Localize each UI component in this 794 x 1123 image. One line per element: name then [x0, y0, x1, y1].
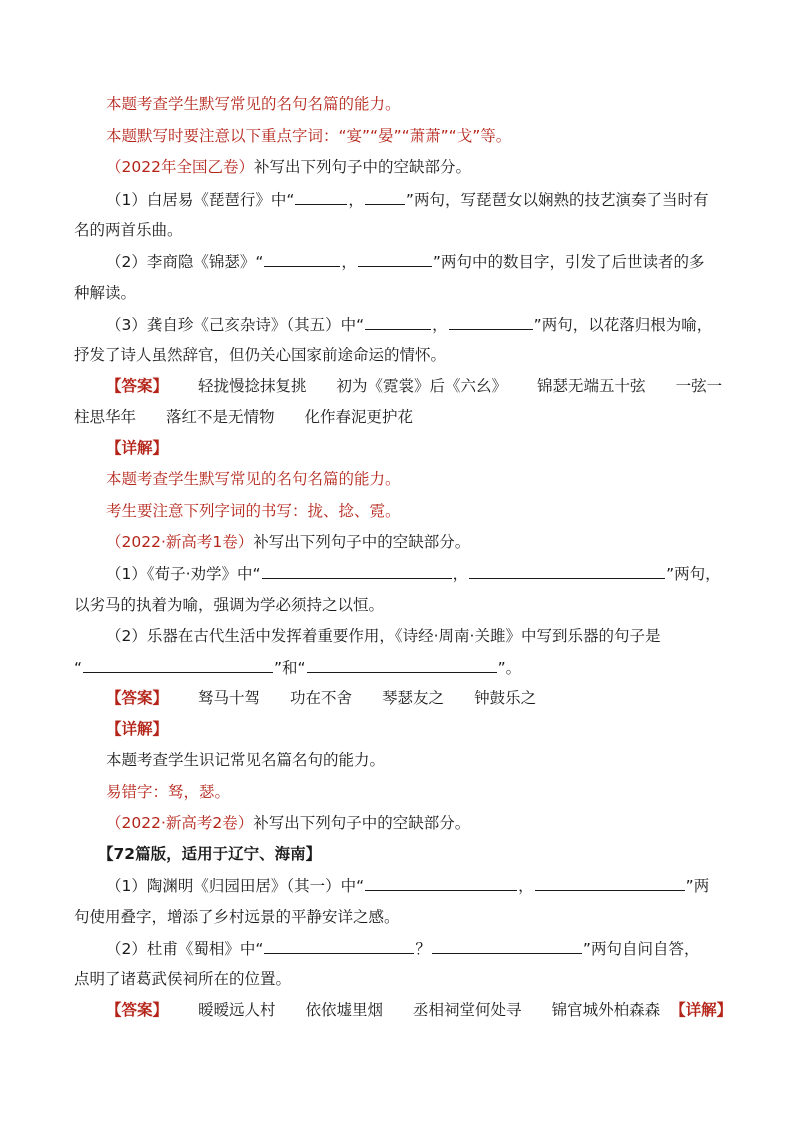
answer-item: 初为《霓裳》后《六幺》	[336, 377, 508, 395]
answer-tag: 【答案】	[106, 377, 169, 395]
item-continuation: 名的两首乐曲。	[74, 221, 183, 239]
detail-note: 考生要注意下列字词的书写：拢、捻、霓。	[106, 502, 401, 520]
answer-blank[interactable]	[469, 563, 665, 579]
item-text: （3）龚自珍《己亥杂诗》（其五）中“	[106, 316, 365, 334]
item-text: ”两	[685, 877, 710, 895]
item-text: ”两句中的数目字，引发了后世读者的多	[432, 253, 705, 271]
item-text: ”两句，写琵琶女以娴熟的技艺演奏了当时有	[405, 191, 709, 209]
answer-line	[106, 688, 536, 708]
question-item	[106, 563, 721, 584]
answer-item: 锦官城外柏森森	[551, 1001, 661, 1019]
item-continuation: 种解读。	[74, 284, 137, 302]
item-text: ，	[348, 191, 364, 209]
item-text: ？	[415, 940, 431, 958]
detail-tag: 【详解】	[106, 439, 169, 457]
answer-item: 功在不舍	[290, 689, 353, 707]
answer-item: 暧暧远人村	[198, 1001, 276, 1019]
question-header	[106, 532, 470, 552]
question-item	[106, 875, 709, 896]
detail-intro: 本题考查学生识记常见名篇名句的能力。	[106, 751, 386, 769]
answer-item: 丞相祠堂何处寻	[413, 1001, 522, 1019]
item-text: （1）陶渊明《归园田居》（其一）中“	[106, 877, 365, 895]
answer-blank[interactable]	[365, 189, 405, 205]
question-prompt: 补写出下列句子中的空缺部分。	[253, 158, 471, 176]
item-text: ”两句，以花落归根为喻，	[533, 316, 713, 334]
question-item	[106, 189, 708, 210]
item-text: ”两句，	[666, 565, 721, 583]
item-text: ”。	[497, 659, 522, 677]
detail-tag: 【详解】	[670, 1001, 733, 1019]
item-continuation: 抒发了诗人虽然辞官，但仍关心国家前途命运的情怀。	[74, 346, 447, 364]
item-text: ”和“	[274, 659, 306, 677]
answer-line	[106, 1000, 732, 1020]
item-text: ，	[518, 877, 534, 895]
question-item-blanks	[74, 657, 521, 678]
answer-item: 轻拢慢捻抹复挑	[198, 377, 307, 395]
item-text: （2）杜甫《蜀相》中“	[106, 940, 264, 958]
intro-text: 本题考查学生默写常见的名句名篇的能力。	[106, 95, 401, 113]
item-continuation: 点明了诸葛武侯祠所在的位置。	[74, 970, 292, 988]
question-item	[106, 938, 699, 959]
question-source: （2022年全国乙卷）	[106, 158, 254, 176]
answer-blank[interactable]	[535, 875, 685, 891]
answer-tag: 【答案】	[106, 1001, 169, 1019]
answer-blank[interactable]	[365, 875, 517, 891]
edition-note: 【72篇版，适用于辽宁、海南】	[98, 845, 322, 863]
note-text: 本题默写时要注意以下重点字词：“宴”“晏”“萧萧”“戈”等。	[106, 127, 512, 145]
answer-blank[interactable]	[83, 657, 273, 673]
answer-blank[interactable]	[264, 251, 340, 267]
question-header	[106, 157, 471, 177]
answer-blank[interactable]	[262, 563, 452, 579]
answer-blank[interactable]	[358, 251, 432, 267]
item-text: ，	[341, 253, 357, 271]
question-prompt: 补写出下列句子中的空缺部分。	[253, 533, 471, 551]
detail-intro: 本题考查学生默写常见的名句名篇的能力。	[106, 470, 401, 488]
answer-item: 一弦一	[675, 377, 723, 395]
question-source: （2022·新高考1卷）	[106, 533, 254, 551]
answer-blank[interactable]	[295, 189, 347, 205]
question-header	[106, 813, 470, 833]
answer-item: 柱思华年	[74, 408, 137, 426]
answer-continuation	[74, 407, 413, 427]
answer-item: 依依墟里烟	[305, 1001, 384, 1019]
item-text: （2）李商隐《锦瑟》“	[106, 253, 264, 271]
item-text: ，	[432, 316, 448, 334]
answer-item: 锦瑟无端五十弦	[537, 377, 646, 395]
question-prompt: 补写出下列句子中的空缺部分。	[253, 814, 471, 832]
answer-blank[interactable]	[307, 657, 497, 673]
detail-tag: 【详解】	[106, 720, 169, 738]
question-source: （2022·新高考2卷）	[106, 814, 254, 832]
answer-item: 驽马十驾	[198, 689, 261, 707]
answer-blank[interactable]	[264, 938, 414, 954]
answer-item: 琴瑟友之	[382, 689, 445, 707]
detail-note: 易错字：驽，瑟。	[106, 783, 231, 801]
item-text: “	[74, 659, 83, 677]
answer-item: 化作春泥更护花	[304, 408, 414, 426]
answer-item: 钟鼓乐之	[474, 689, 537, 707]
question-item	[106, 314, 712, 335]
question-item: （2）乐器在古代生活中发挥着重要作用，《诗经·周南·关雎》中写到乐器的句子是	[106, 627, 661, 645]
answer-tag: 【答案】	[106, 689, 169, 707]
answer-line	[106, 376, 722, 396]
item-text: ”两句自问自答，	[582, 940, 700, 958]
item-continuation: 句使用叠字，增添了乡村远景的平静安详之感。	[74, 908, 400, 926]
answer-blank[interactable]	[432, 938, 582, 954]
answer-blank[interactable]	[365, 314, 431, 330]
item-text: ，	[452, 565, 469, 583]
answer-item: 落红不是无情物	[166, 408, 275, 426]
item-continuation: 以劣马的执着为喻，强调为学必须持之以恒。	[74, 596, 385, 614]
item-text: （1）白居易《琵琶行》中“	[106, 191, 295, 209]
item-text: （1）《荀子·劝学》中“	[106, 565, 261, 583]
question-item	[106, 251, 704, 272]
answer-blank[interactable]	[449, 314, 533, 330]
